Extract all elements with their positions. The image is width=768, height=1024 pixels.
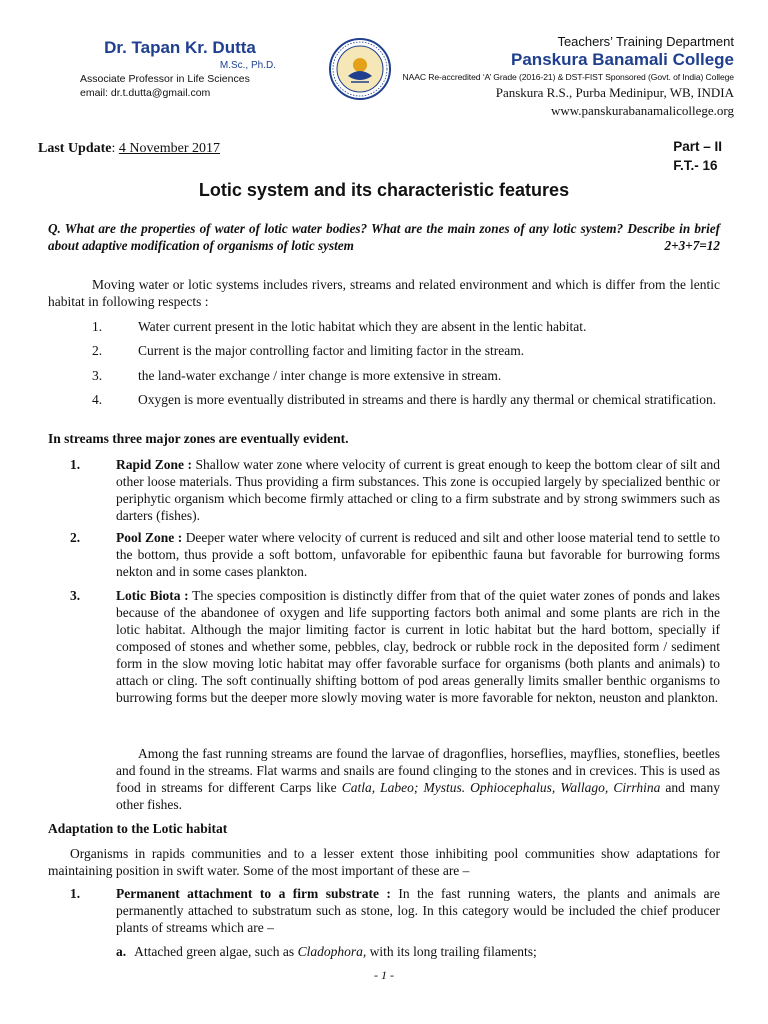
zone-item-lotic-biota <box>48 587 720 706</box>
question <box>48 220 720 254</box>
last-update <box>38 141 220 157</box>
fast-streams-paragraph <box>116 745 720 813</box>
last-update-colon: : <box>111 141 119 156</box>
intro-paragraph: Moving water or lotic systems includes rivers, streams and related environment and which is differ from the lentic habitat in following respects : <box>48 277 720 309</box>
zones-heading: In streams three major zones are eventually evident. <box>48 431 349 446</box>
fast-streams-tail: and many other fishes. <box>116 780 720 812</box>
zone-number: 3. <box>70 588 81 603</box>
sub-item-species: Cladophora, <box>297 944 367 959</box>
college-block <box>374 34 734 119</box>
part-block <box>673 137 722 175</box>
adaptation-number: 1. <box>70 886 81 901</box>
document-title: Lotic system and its characteristic features <box>198 180 570 200</box>
sub-item <box>116 943 720 960</box>
question-marks: 2+3+7=12 <box>664 238 720 253</box>
list-item <box>48 318 720 335</box>
sub-item-label: a. <box>116 944 127 959</box>
department-name: Teachers’ Training Department <box>557 34 734 49</box>
sub-item-text: Attached green algae, such as <box>134 944 298 959</box>
list-item-number: 4. <box>92 392 103 407</box>
list-item-text: Water current present in the lotic habitat which they are absent in the lentic habitat. <box>138 319 587 334</box>
list-item <box>48 367 720 384</box>
accreditation-line: NAAC Re-accredited ‘A’ Grade (2016-21) & DST-FIST Sponsored (Govt. of India) College <box>402 72 734 82</box>
zone-item-rapid <box>48 456 720 524</box>
adaptation-item <box>48 885 720 936</box>
list-item-text: Oxygen is more eventually distributed in streams and there is hardly any thermal or chemical stratification. <box>138 392 717 407</box>
college-website: www.panskurabanamalicollege.org <box>550 103 734 118</box>
list-item-number: 2. <box>92 343 103 358</box>
adaptation-text: In the fast running waters, the plants and animals are permanently attached to substratum such as stone, log. In this category would be included the chief producer plants of streams which are – <box>116 886 721 935</box>
zone-number: 1. <box>70 457 81 472</box>
list-item <box>48 391 720 408</box>
zone-title: Lotic Biota : <box>116 588 189 603</box>
college-address: Panskura R.S., Purba Medinipur, WB, INDIA <box>495 85 734 100</box>
sub-item-tail: with its long trailing filaments; <box>366 944 537 959</box>
zone-text: The species composition is distinctly differ from that of the quiet water zones of ponds and lakes because of the abandonee of oxygen and life supporting factors both animal and some plants are rich in the lotic habitat. Although the major limiting factor is current in lotic habitat but the hard bottom, specially if composed of stones and whether some, pebbles, clay, bedrock or rubble rock in the deposited form / sediment form in the slow moving lotic habitat may offer favorable surface for organisms (both plants and animals) to attach or cling. The soft continually shifting bottom of pod areas generally limits smaller benthic organisms to burrowing forms but the deeper more slowly moving water is more favorable for nekton, neuston and plankton. <box>116 588 720 705</box>
zone-text: Deeper water where velocity of current is reduced and silt and other loose material tend to settle to the bottom, thus provide a soft bottom, unfavorable for epibenthic fauna but favorable for burrowing forms nekton and in some cases plankton. <box>116 530 721 579</box>
last-update-date: 4 November 2017 <box>118 141 220 156</box>
author-email: email: dr.t.dutta@gmail.com <box>80 87 211 99</box>
adaptation-heading: Adaptation to the Lotic habitat <box>48 821 228 836</box>
zone-text: Shallow water zone where velocity of current is great enough to keep the bottom clear of silt and other loose materials. Thus providing a firm substances. This zone is occupied largely by specialized benthic or periphytic organism which become firmly attached or cling to a firm substrate and by strong swimmers such as darters (fishes). <box>116 457 721 523</box>
list-item-number: 1. <box>92 319 103 334</box>
last-update-label: Last Update <box>38 141 112 156</box>
college-name: Panskura Banamali College <box>511 50 734 69</box>
zone-item-pool <box>48 529 720 580</box>
zone-title: Pool Zone : <box>116 530 183 545</box>
page-number: - 1 - <box>374 968 394 982</box>
adaptation-intro: Organisms in rapids communities and to a lesser extent those inhibiting pool communities show adaptations for maintaining position in swift water. Some of the most important of these are – <box>48 846 720 878</box>
fast-streams-text: Among the fast running streams are found the larvae of dragonflies, horseflies, mayflies, stoneflies, beetles and found in the streams. Flat warms and snails are found clinging to the stones and in crevices. This is used as food in streams for different Carps like <box>116 746 720 795</box>
author-name: Dr. Tapan Kr. Dutta <box>104 38 256 57</box>
author-block <box>80 38 280 99</box>
list-item-text: Current is the major controlling factor and limiting factor in the stream. <box>138 343 525 358</box>
fast-streams-species: Catla, Labeo; Mystus. Ophiocephalus, Wallago, Cirrhina <box>341 780 661 795</box>
adaptation-title: Permanent attachment to a firm substrate : <box>116 886 391 901</box>
list-item-number: 3. <box>92 368 103 383</box>
author-position: Associate Professor in Life Sciences <box>80 73 250 85</box>
zone-title: Rapid Zone : <box>116 457 192 472</box>
zone-number: 2. <box>70 530 81 545</box>
part-label: Part – II <box>673 139 722 154</box>
ft-label: F.T.- 16 <box>673 158 718 173</box>
list-item <box>48 342 720 359</box>
author-degree: M.Sc., Ph.D. <box>219 60 276 71</box>
list-item-text: the land-water exchange / inter change is more extensive in stream. <box>138 368 502 383</box>
question-text: Q. What are the properties of water of lotic water bodies? What are the main zones of any lotic system? Describe in brief about adaptive modification of organisms of lotic system <box>48 221 720 253</box>
